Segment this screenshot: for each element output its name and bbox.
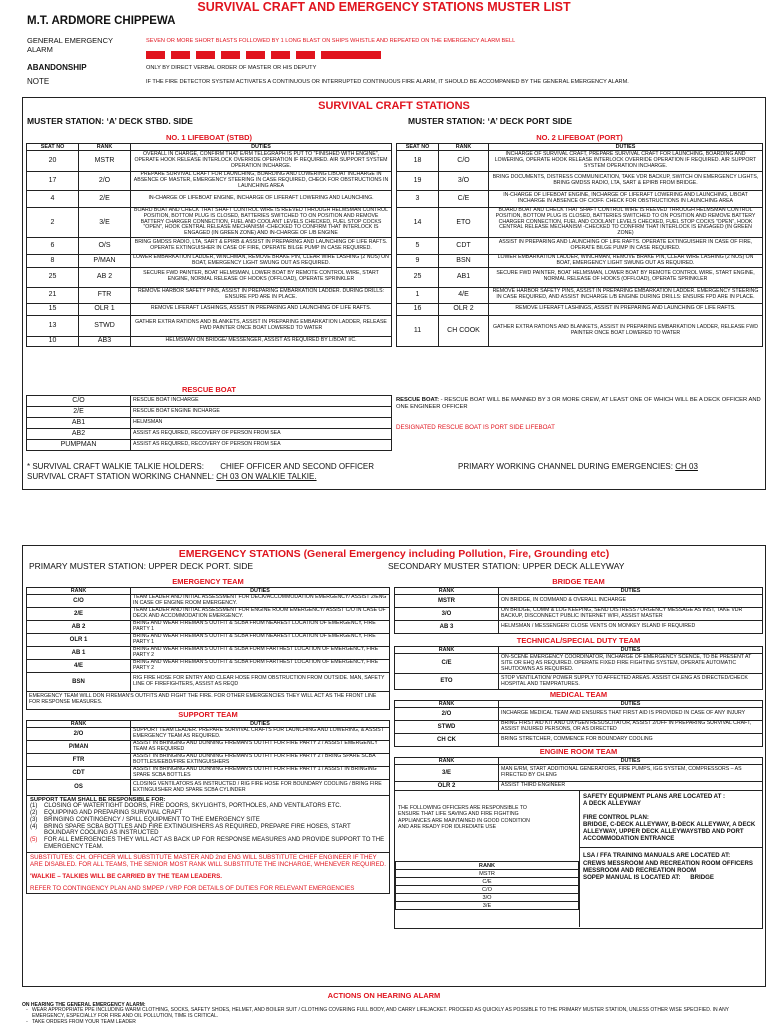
table-row bbox=[27, 673, 390, 692]
table-row bbox=[27, 407, 392, 418]
table-row bbox=[396, 878, 579, 886]
seat-number: 20 bbox=[27, 151, 79, 172]
table-row bbox=[27, 208, 392, 238]
rank: CDT bbox=[27, 767, 131, 780]
table-row bbox=[27, 418, 392, 429]
support-team-title: SUPPORT TEAM bbox=[178, 710, 238, 720]
list-item bbox=[30, 824, 386, 838]
table-row bbox=[396, 862, 579, 870]
lsa-responsibility-note: THE FOLLOWING OFFICERS ARE RESPONSIBLE TO ENSURE THAT LIFE SAVING AND FIRE FIGHTING APPLIANCES ARE MAINTAINED IN GOOD CONDITION AND ARE READY FOR IDLREDIATE USE bbox=[398, 805, 530, 830]
col-duties: DUTIES bbox=[131, 588, 390, 595]
table-row bbox=[395, 782, 763, 791]
table-row bbox=[27, 595, 390, 608]
list-text: EQUIPPING AND PREPARING SURVIVAL CRAFT bbox=[44, 808, 183, 816]
duties: HELMSMAN / MESSENGER/ CLOSE VENTS ON MONKEY ISLAND IF REQUIRED bbox=[499, 621, 763, 634]
rank: OLR 2 bbox=[395, 782, 499, 791]
rank: C/O bbox=[27, 396, 131, 407]
seat-number: 25 bbox=[397, 267, 439, 287]
rescue-boat-table bbox=[26, 385, 392, 451]
rank: AB1 bbox=[27, 418, 131, 429]
rank: CDT bbox=[439, 238, 489, 255]
duties: REMOVE LIFERAFT LASHINGS, ASSIST IN PREPARING AND LAUNCHING OF LIFE RAFTS. bbox=[131, 303, 392, 315]
list-number: (1) bbox=[30, 802, 38, 810]
rank: 3/E bbox=[79, 208, 131, 238]
primary-muster: PRIMARY MUSTER STATION: UPPER DECK PORT. SIDE bbox=[29, 561, 254, 571]
plans-label: SAFETY EQUIPMENT PLANS ARE LOCATED AT : bbox=[583, 793, 726, 801]
col-rank: RANK bbox=[27, 721, 131, 728]
walkie-value: CHIEF OFFICER AND SECOND OFFICER bbox=[220, 462, 374, 471]
emergency-team-note: EMERGENCY TEAM WILL DON FIREMAN'S OUTFITS AND FIGHT THE FIRE. FOR OTHER EMERGENCIES THEY WILL ACT AS THE FRONT LINE FOR RESPONSE MEASURES. bbox=[26, 692, 390, 710]
table-row bbox=[27, 255, 392, 268]
tech-team-title: TECHNICAL/SPECIAL DUTY TEAM bbox=[516, 636, 641, 646]
rescue-boat-note bbox=[396, 397, 762, 411]
rank: P/MAN bbox=[27, 741, 131, 754]
duties: LOWER EMBARKATION LADDER, WINCHMAN, REMOVE BRAKE PIN, CLEAR WIRE LASHING (2 NOS) ON BOAT, EMERGENCY LIGHT SWUNG OUT AS REQUIRED. bbox=[489, 255, 763, 268]
rank: AB 2 bbox=[79, 267, 131, 287]
duties: SUPPORT TEAM LEADER. PREPARE SURVIVAL CRAFTS FOR LAUNCHING AND LOWERING, & ASSIST EMERGENCY TEAM AS REQUIRED. bbox=[131, 728, 390, 741]
duties: IN-CHARGE OF LIFEBOAT ENGINE, INCHARGE OF LIFERAFT LOWERING AND LAUNCHING, L/BOAT INCHARGE IN ABSENCE OF C/OFF. CHECK FOR OBSTRUCTIONS IN LAUNCHING AREA bbox=[489, 191, 763, 208]
table-row bbox=[397, 255, 763, 268]
manuals-label: LSA / FFA TRAINING MANUALS ARE LOCATED AT: bbox=[583, 852, 731, 860]
duties: BRING AND WEAR FIREMAN'S OUTFIT & SCBA FORM FARTHEST LOCATION OF EMERGENCY, FIRE PARTY 2 bbox=[131, 660, 390, 673]
list-number: (4) bbox=[30, 822, 38, 830]
rank: BSN bbox=[439, 255, 489, 268]
actions-subtitle: ON HEARING THE GENERAL EMERGENCY ALARM: bbox=[22, 1002, 146, 1008]
table-row bbox=[27, 396, 392, 407]
duties: CLOSING VENTILATORS AS INSTRUCTED / RIG FIRE HOSE FOR BOUNDARY COOLING / BRING FIRE EXTINGUISHER AND SPARE SCBA CYLINDER bbox=[131, 780, 390, 796]
rank: RANK bbox=[396, 862, 579, 870]
table-row bbox=[395, 674, 763, 690]
duties: GATHER EXTRA RATIONS AND BLANKETS, ASSIST IN PREPARING EMBARKATION LADDER, RELEASE FWD PAINTER ONCE BOAT LOWERED TO WATER bbox=[131, 315, 392, 336]
rank: C/O bbox=[27, 595, 131, 608]
support-responsibilities bbox=[26, 796, 390, 853]
secondary-muster: SECONDARY MUSTER STATION: UPPER DECK ALLEYWAY bbox=[388, 561, 625, 571]
rank: 2/E bbox=[27, 407, 131, 418]
table-row bbox=[27, 238, 392, 255]
medical-team-title: MEDICAL TEAM bbox=[549, 690, 608, 700]
seat-number: 17 bbox=[27, 172, 79, 191]
abandonship-label: ABANDONSHIP bbox=[27, 63, 87, 72]
table-row bbox=[27, 634, 390, 647]
abandonship-text: ONLY BY DIRECT VERBAL ORDER OF MASTER OR HIS DEPUTY bbox=[146, 65, 317, 71]
designated-value: PORT SIDE LIFEBOAT bbox=[490, 424, 555, 431]
lifeboat-1-title: NO. 1 LIFEBOAT (STBD) bbox=[165, 133, 253, 142]
alarm-signal-pattern bbox=[146, 46, 386, 54]
rank: CH CK bbox=[395, 734, 499, 747]
rank: OS bbox=[27, 780, 131, 796]
working-channel bbox=[27, 472, 317, 481]
seat-number: 14 bbox=[397, 208, 439, 238]
rank: C/E bbox=[396, 878, 579, 886]
seat-number: 10 bbox=[27, 336, 79, 346]
duties: HELMSMAN ON BRIDGE/ MESSENGER, ASSIST AS REQUIRED BY L/BOAT I/C. bbox=[131, 336, 392, 346]
table-row bbox=[397, 151, 763, 172]
list-number: (2) bbox=[30, 808, 38, 816]
list-number: (3) bbox=[30, 815, 38, 823]
rank: C/E bbox=[395, 654, 499, 674]
table-row bbox=[395, 608, 763, 621]
rank: 4/E bbox=[27, 660, 131, 673]
walkie-label: * SURVIVAL CRAFT WALKIE TALKIE HOLDERS: bbox=[27, 462, 204, 471]
emergency-left-column bbox=[26, 577, 390, 894]
duties: ASSIST AS REQUIRED, RECOVERY OF PERSON FROM SEA bbox=[131, 440, 392, 451]
sopep-label: SOPEP MANUAL IS LOCATED AT: bbox=[583, 873, 681, 881]
table-row bbox=[27, 660, 390, 673]
rescue-boat-title: RESCUE BOAT bbox=[181, 385, 237, 394]
rank: FTR bbox=[27, 754, 131, 767]
rank: 3/O bbox=[396, 894, 579, 902]
table-row bbox=[27, 741, 390, 754]
general-alarm-text: SEVEN OR MORE SHORT BLASTS FOLLOWED BY 1 LONG BLAST ON SHIPS WHISTLE AND REPEATED ON THE EMERGENCY ALARM BELL bbox=[146, 38, 516, 44]
table-row bbox=[397, 267, 763, 287]
table-row bbox=[397, 191, 763, 208]
seat-number: 15 bbox=[27, 303, 79, 315]
duties: RESCUE BOAT ENGINE INCHARGE bbox=[131, 407, 392, 418]
lifeboat-1-table bbox=[26, 133, 392, 347]
rank: AB 3 bbox=[395, 621, 499, 634]
table-row bbox=[395, 734, 763, 747]
table-row bbox=[397, 315, 763, 346]
col-rank: RANK bbox=[395, 758, 499, 765]
designated-rescue-boat bbox=[396, 424, 555, 431]
list-text: BRINGING CONTINGENCY / SPILL EQUIPMENT TO THE EMERGENCY SITE bbox=[44, 815, 260, 823]
seat-number: 6 bbox=[27, 238, 79, 255]
col-seat: SEAT NO bbox=[397, 144, 439, 151]
seat-number: 5 bbox=[397, 238, 439, 255]
col-duties: DUTIES bbox=[131, 721, 390, 728]
channel-value: CH 03 ON WALKIE TALKIE. bbox=[216, 472, 317, 481]
rank: C/O bbox=[396, 886, 579, 894]
rank: AB 2 bbox=[27, 621, 131, 634]
duties: RIG FIRE HOSE FOR ENTRY AND CLEAR HOSE FROM OBSTRUCTION FROM OUTSIDE. MAN, SAFETY LINE OF FIREFIGHTERS, ASSIST AS REQD bbox=[131, 673, 390, 692]
rank: 2/E bbox=[27, 608, 131, 621]
emergency-stations-section bbox=[22, 545, 766, 987]
duties: REMOVE HARBOR SAFETY PINS, ASSIST IN PREPARING EMBARKATION LADDER. DURING DRILLS: ENSURE FPD ARE IN PLACE. bbox=[131, 287, 392, 303]
seat-number: 9 bbox=[397, 255, 439, 268]
rank: ETO bbox=[395, 674, 499, 690]
col-duties: DUTIES bbox=[489, 144, 763, 151]
rank: OLR 1 bbox=[79, 303, 131, 315]
duties: BRING STRETCHER, COMMENCE FOR BOUNDARY COOLING bbox=[499, 734, 763, 747]
primary-value: CH 03 bbox=[675, 462, 698, 471]
list-text: CLOSING OF WATERTIGHT DOORS, FIRE DOORS, SKYLIGHTS, PORTHOLES, AND VENTILATORS ETC. bbox=[44, 802, 342, 810]
table-row bbox=[395, 721, 763, 734]
walkie-holders bbox=[27, 462, 374, 471]
list-text: BRING SPARE SCBA BOTTLES AND FIRE EXTINGUISHERS AS REQUIRED, PREPARE FIRE HOSES, START BOUNDARY COOLING AS INSTRUCTED bbox=[44, 822, 351, 837]
seat-number: 4 bbox=[27, 191, 79, 208]
duties: BRING AND WEAR FIREMAN'S OUTFIT & SCBA FROM NEAREST LOCATION OF EMERGENCY, FIRE PARTY 1 bbox=[131, 621, 390, 634]
duties: LOWER EMBARKATION LADDER, WINCHMAN, REMOVE BRAKE PIN, CLEAR WIRE LASHING (2 NOS) ON BOAT, EMERGENCY LIGHT SWUNG OUT AS REQUIRED. bbox=[131, 255, 392, 268]
designated-prefix: DESIGNATED RESCUE BOAT IS bbox=[396, 424, 491, 431]
rank: OLR 2 bbox=[439, 303, 489, 315]
rank: OLR 1 bbox=[27, 634, 131, 647]
col-rank: RANK bbox=[439, 144, 489, 151]
general-alarm-label: GENERAL EMERGENCY ALARM bbox=[27, 36, 113, 54]
support-resp-title: SUPPORT TEAM SHALL BE RESPONSIBLE FOR: bbox=[30, 797, 166, 804]
survival-craft-section bbox=[22, 97, 766, 490]
col-duties: DUTIES bbox=[499, 701, 763, 708]
table-row bbox=[27, 191, 392, 208]
seat-number: 16 bbox=[397, 303, 439, 315]
duties: ON BRIDGE, COMM & LOG KEEPING, SEND DISTRESS / URGENCY MESSAGE AS INST, TAKE VDR BACKUP, DISCONNECT PUBLIC INTERNET WIFI, ASSIST MASTER bbox=[499, 608, 763, 621]
plans-value: A DECK ALLEYWAY bbox=[583, 800, 641, 808]
table-row bbox=[397, 303, 763, 315]
list-item bbox=[22, 1008, 752, 1020]
table-row bbox=[27, 267, 392, 287]
rank: 2/O bbox=[27, 728, 131, 741]
duties: SECURE FWD PAINTER, BOAT HELMSMAN, LOWER BOAT BY REMOTE CONTROL WIRE, START ENGINE, NORMAL RELEASE OF HOOKS (OFFLOAD), OPERATE SPRINKLER bbox=[131, 267, 392, 287]
duties: ON-SCENE EMERGENCY COORDINATOR, INCHARGE OF EMERGENCY SCENCE, TO BE PRESENT AT SITE OR EHQ AS REQUIRED. OPERATE FIXED FIRE FIGHTING SYSTEM, OPERATE AUTOMATIC SHUTDOWNS AS REQUIRED. bbox=[499, 654, 763, 674]
muster-stbd: MUSTER STATION: ‘A’ DECK STBD. SIDE bbox=[27, 116, 193, 126]
lifeboat-2-title: NO. 2 LIFEBOAT (PORT) bbox=[536, 133, 623, 142]
primary-label: PRIMARY WORKING CHANNEL DURING EMERGENCIES: bbox=[458, 462, 673, 471]
seat-number: 8 bbox=[27, 255, 79, 268]
duties: BRING AND WEAR FIREMAN'S OUTFIT & SCBA FORM FARTHEST LOCATION OF EMERGENCY, FIRE PARTY 2 bbox=[131, 647, 390, 660]
table-row bbox=[27, 287, 392, 303]
duties: ASSIST AS REQUIRED, RECOVERY OF PERSON FROM SEA bbox=[131, 429, 392, 440]
col-duties: DUTIES bbox=[499, 758, 763, 765]
rescue-note-text: - RESCUE BOAT WILL BE MANNED BY 3 OR MORE CREW, AT LEAST ONE OF WHICH WILL BE A DECK OFFICER AND ONE ENGINEER OFFICER bbox=[396, 397, 761, 410]
duties: INCHARGE OF SURVIVAL CRAFT, PREPARE SURVIVAL CRAFT FOR LAUNCHING, BOARDING AND LOWERING, OPERATE HOOK RELEASE INTERLOCK OVERRIDE OPERATION IF REQUIRED. AIR SUPPORT SYSTEM OPERATION INCHARGE. bbox=[489, 151, 763, 172]
duties: IN-CHARGE OF LIFEBOAT ENGINE, INCHARGE OF LIFERAFT LOWERING AND LAUNCHING. bbox=[131, 191, 392, 208]
list-text: FOR ALL EMERGENCIES THEY WILL ACT AS BACK UP FOR RESPONSE MEASURES AND PROVIDE SUPPORT TO THE EMERGENCY TEAM. bbox=[44, 836, 385, 850]
table-row bbox=[395, 654, 763, 674]
note-label: NOTE bbox=[27, 77, 50, 86]
duties: RESCUE BOAT INCHARGE bbox=[131, 396, 392, 407]
rank: AB1 bbox=[439, 267, 489, 287]
duties: ASSIST IN BRINGING AND DONNING FIREMAN'S OUTFIT FOR FIRE PARTY 1 / ASSIST IN BRINGING SPARE SCBA BOTTLES bbox=[131, 767, 390, 780]
muster-port: MUSTER STATION: ‘A’ DECK PORT SIDE bbox=[408, 116, 573, 126]
emergency-right-column bbox=[394, 577, 763, 929]
rank: MSTR bbox=[396, 870, 579, 878]
manuals-value: CREWS MESSROOM AND RECREATION ROOM OFFICERS MESSROOM AND RECREATION ROOM bbox=[583, 859, 753, 874]
duties: BRING AND WEAR FIREMAN'S OUTFIT & SCBA FROM NEAREST LOCATION OF EMERGENCY, FIRE PARTY 1 bbox=[131, 634, 390, 647]
rank: 2/O bbox=[79, 172, 131, 191]
rank: 3/O bbox=[395, 608, 499, 621]
rank: MSTR bbox=[79, 151, 131, 172]
table-row bbox=[27, 754, 390, 767]
table-row bbox=[27, 767, 390, 780]
rank: CH COOK bbox=[439, 315, 489, 346]
col-rank: RANK bbox=[395, 647, 499, 654]
duties: STOP VENTILATION/ POWER SUPPLY TO AFFECTED AREAS. ASSIST CH.ENG AS DIRECTED/CHECK HOSPITAL AND TEMPRATURES. bbox=[499, 674, 763, 690]
rank: FTR bbox=[79, 287, 131, 303]
table-row bbox=[27, 728, 390, 741]
col-rank: RANK bbox=[27, 588, 131, 595]
table-row bbox=[27, 315, 392, 336]
table-row bbox=[27, 172, 392, 191]
table-row bbox=[397, 208, 763, 238]
table-row bbox=[397, 287, 763, 303]
rank: PUMPMAN bbox=[27, 440, 131, 451]
rank: AB 1 bbox=[27, 647, 131, 660]
duties: BOARD BOAT AND CHECK THAT SHAFT CONTROL WIRE IS REEVED THROUGH HELMSMAN CONTROL POSITION, BOTTOM PLUG IS CLOSED, BATTERIES SWITCHED TO ON POSITION AND REMOVE BATTERY CHARGER CONNECTION, FUEL AND COOLANT LEVELS CHECKED, FUEL STOP COCKS "OPEN", HOOK CENTRAL RELEASE MECHANISM -CHECKED TO CONFIRM THAT INTERLOCK IS ENGAGED (IN GREEN ZONE) bbox=[489, 208, 763, 238]
rank: AB2 bbox=[27, 429, 131, 440]
locations-panel bbox=[579, 791, 762, 927]
lsa-location-block bbox=[394, 791, 763, 929]
duties: SECURE FWD PAINTER, BOAT HELMSMAN, LOWER BOAT BY REMOTE CONTROL WIRE, START ENGINE, NORMAL RELEASE OF HOOKS (OFFLOAD), OPERATE SPRINKLER bbox=[489, 267, 763, 287]
duties: TEAM LEADER AND INITIAL ASSESSMENT FOR DECK/ACCOMMODATION EMERGENCY/ ASSIST 2/ENG IN CASE OF ENGINE ROOM EMERGENCY. bbox=[131, 595, 390, 608]
list-text: TAKE ORDERS FROM YOUR TEAM LEADER bbox=[32, 1018, 136, 1024]
duties: TEAM LEADER AND INITIAL ASSESSMENT FOR ENGINE ROOM EMERGENCY/ ASSIST C/O IN CASE OF DECK AND ACCOMMODATION EMERGENCY. bbox=[131, 608, 390, 621]
seat-number: 19 bbox=[397, 172, 439, 191]
rank: P/MAN bbox=[79, 255, 131, 268]
engine-team-title: ENGINE ROOM TEAM bbox=[539, 747, 618, 757]
table-row bbox=[27, 440, 392, 451]
table-row bbox=[397, 172, 763, 191]
table-row bbox=[27, 621, 390, 634]
duties: MAN E/RM, START ADDITIONAL GENERATORS, FIRE PUMPS, IGG SYSTEM, COMPRESSORS – AS FIRECTED BY CH.ENG bbox=[499, 765, 763, 782]
rank: C/E bbox=[439, 191, 489, 208]
list-text: WEAR APPROPRIATE PPE INCLUDING WARM CLOTHING, SOCKS, SAFETY SHOES, HELMET, AND BOILER SUIT / CLOTHING COVERING FULL BODY, AND CARRY LIFEJACKET. PROCEED AS QUICKLY AS POSSIBLE TO THE PRIMARY MUSTER STATION, UNLESS OTHER WISE SPECIFIED. IN ANY EMERGENCY, ESPECIALLY FOR FIRE AND OIL POLLUTION, TIME IS CRITICAL. bbox=[32, 1007, 729, 1019]
table-row bbox=[27, 336, 392, 346]
seat-number: 21 bbox=[27, 287, 79, 303]
seat-number: 25 bbox=[27, 267, 79, 287]
table-row bbox=[395, 621, 763, 634]
duties: INCHARGE MEDICAL TEAM AND ENSURES THAT FIRST AID IS PROVIDED IN CASE OF ANY INJURY bbox=[499, 708, 763, 721]
seat-number: 11 bbox=[397, 315, 439, 346]
col-rank: RANK bbox=[395, 701, 499, 708]
rank: STWD bbox=[395, 721, 499, 734]
rank: STWD bbox=[79, 315, 131, 336]
duties: GATHER EXTRA RATIONS AND BLANKETS, ASSIST IN PREPARING EMBARKATION LADDER, RELEASE FWD PAINTER ONCE BOAT LOWERED TO WATER bbox=[489, 315, 763, 346]
sopep-row bbox=[583, 874, 759, 881]
duties: REMOVE LIFERAFT LASHINGS, ASSIST IN PREPARING AND LAUNCHING OF LIFE RAFTS. bbox=[489, 303, 763, 315]
col-duties: DUTIES bbox=[499, 588, 763, 595]
seat-number: 13 bbox=[27, 315, 79, 336]
emergency-title: EMERGENCY STATIONS (General Emergency including Pollution, Fire, Grounding etc) bbox=[178, 548, 610, 560]
table-row bbox=[27, 608, 390, 621]
col-rank: RANK bbox=[79, 144, 131, 151]
duties: ASSIST THIRD ENGINEER bbox=[499, 782, 763, 791]
duties: BRING FIRST AID KIT AND OXYGEN RESUSCITATOR, ASSIST 2/OFF IN PREPARING SURVIVAL CRAFT, ASSIST INJURED PERSONS, OR AS DIRECTED bbox=[499, 721, 763, 734]
bullet: - bbox=[26, 1007, 28, 1013]
col-duties: DUTIES bbox=[131, 144, 392, 151]
seat-number: 3 bbox=[397, 191, 439, 208]
table-row bbox=[396, 886, 579, 894]
survival-title: SURVIVAL CRAFT STATIONS bbox=[318, 100, 470, 112]
bridge-team-title: BRIDGE TEAM bbox=[552, 577, 605, 586]
table-row bbox=[395, 765, 763, 782]
list-number: (5) bbox=[30, 836, 38, 844]
page-title: SURVIVAL CRAFT AND EMERGENCY STATIONS MUSTER LIST bbox=[197, 0, 571, 14]
seat-number: 2 bbox=[27, 208, 79, 238]
substitutes-note: SUBSTITUTES: CH. OFFICER WILL SUBSTITUTE MASTER AND 2nd ENG WILL SUBSTITUTE CHIEF ENGINEER IF THEY ARE DISABLED. FOR ALL TEAMS, THE SENIOR MOST RANK WILL SUBSTITUTE THE INCHARGE, WHENEVER REQUIRED. bbox=[30, 853, 386, 868]
rank: O/S bbox=[79, 238, 131, 255]
table-row bbox=[396, 870, 579, 878]
rank: MSTR bbox=[395, 595, 499, 608]
duties: REMOVE HARBOR SAFETY PINS, ASSIST IN PREPARING EMBARKATION LADDER. EMERGENCY STEERING IN CASE REQUIRED, AND ASSIST INCHARGE L/B ENGINE DURING DRILLS: ENSURE FPD ARE IN PLACE. bbox=[489, 287, 763, 303]
table-row bbox=[395, 708, 763, 721]
rank: 3/E bbox=[396, 902, 579, 910]
rank: BSN bbox=[27, 673, 131, 692]
refer-note: REFER TO CONTINGENCY PLAN AND SMPEP / VRP FOR DETAILS OF DUTIES FOR RELEVANT EMERGENCIES bbox=[30, 885, 355, 893]
duties: BRING DOCUMENTS, DISTRESS COMMUNICATION, TAKE VDR BACKUP, SWITCH ON EMERGENCY LIGHTS, BRING GMDSS RADIO, LTA, SART & EPIRB FROM BRIDGE. bbox=[489, 172, 763, 191]
fire-plan-value: BRIDGE, C-DECK ALLEYWAY, B-DECK ALLEYWAY, A DECK ALLEYWAY, UPPER DECK ALLEYWAYSTBD AND PORT ACCOMMODATION ENTRANCE bbox=[583, 820, 756, 843]
duties: HELMSMAN bbox=[131, 418, 392, 429]
rank: 3/O bbox=[439, 172, 489, 191]
primary-channel bbox=[458, 462, 698, 471]
lsa-rank-table bbox=[395, 861, 579, 910]
seat-number: 1 bbox=[397, 287, 439, 303]
emergency-team-title: EMERGENCY TEAM bbox=[172, 577, 244, 586]
rank: 4/E bbox=[439, 287, 489, 303]
list-item bbox=[30, 837, 386, 851]
seat-number: 18 bbox=[397, 151, 439, 172]
rescue-note-label: RESCUE BOAT: bbox=[396, 397, 440, 403]
channel-label: SURVIVAL CRAFT STATION WORKING CHANNEL: bbox=[27, 472, 214, 481]
table-row bbox=[397, 238, 763, 255]
col-rank: RANK bbox=[395, 588, 499, 595]
duties: ON BRIDGE, IN COMMAND & OVERALL INCHARGE bbox=[499, 595, 763, 608]
table-row bbox=[27, 780, 390, 796]
rank: ETO bbox=[439, 208, 489, 238]
duties: ASSIST IN BRINGING AND DONNING FIREMAN'S OUTFIT FOR FIRE PARTY 2 / ASSIST EMERGENCY TEAM AS REQUIRED bbox=[131, 741, 390, 754]
table-row bbox=[396, 894, 579, 902]
lifeboat-2-table bbox=[396, 133, 763, 347]
substitutes-block bbox=[26, 853, 390, 894]
alarm-blast-bars bbox=[146, 51, 386, 59]
table-row bbox=[27, 151, 392, 172]
duties: ASSIST IN PREPARING AND LAUNCHING OF LIFE RAFTS. OPERATE EXTINGUISHER IN CASE OF FIRE, OPERATE BILGE PUMP IN CASE REQUIRED. bbox=[489, 238, 763, 255]
fire-plan-label: FIRE CONTROL PLAN: bbox=[583, 813, 649, 821]
rank: C/O bbox=[439, 151, 489, 172]
table-row bbox=[27, 429, 392, 440]
rank: 2/E bbox=[79, 191, 131, 208]
rank: 3/E bbox=[395, 765, 499, 782]
rank: AB3 bbox=[79, 336, 131, 346]
sopep-value: BRIDGE bbox=[690, 873, 714, 881]
duties: ASSIST IN BRINGING AND DONNING FIREMAN'S OUTFIT FOR FIRE PARTY 2 / BRING SPARE SCBA BOTTLES/EEBD/FIRE EXTINGUISHERS bbox=[131, 754, 390, 767]
actions-list bbox=[22, 1008, 752, 1024]
walkie-note: 'WALKIE – TALKIES WILL BE CARRIED BY THE TEAM LEADERS. bbox=[30, 873, 222, 881]
actions-title: ACTIONS ON HEARING ALARM bbox=[327, 991, 441, 1000]
vessel-name: M.T. ARDMORE CHIPPEWA bbox=[27, 15, 176, 27]
duties: PREPARE SURVIVAL CRAFT FOR LAUNCHING, BOARDING AND LOWERING L/BOAT INCHARGE IN ABSENCE OF MASTER, EMERGENCY STEERING IN CASE REQUIRED, CHECK FOR OBSTRUCTIONS IN LAUNCHING AREA bbox=[131, 172, 392, 191]
col-seat: SEAT NO bbox=[27, 144, 79, 151]
duties: BOARD BOAT AND CHECK THAT SHAFT CONTROL WIRE IS REEVED THROUGH HELMSMAN CONTROL POSITION, BOTTOM PLUG IS CLOSED, BATTERIES SWITCHED TO ON POSITION AND REMOVE BATTERY CHARGER CONNECTION, FUEL AND COOLANT LEVELS CHECKED, FUEL STOP COCKS "OPEN", HOOK CENTRAL RELEASE MECHANISM -CHECKED TO CONFIRM THAT INTERLOCK IS ENGAGED (IN GREEN ZONE) AND IN-CHARGE OF L/B ENGINE bbox=[131, 208, 392, 238]
bullet: - bbox=[26, 1018, 28, 1024]
duties: OVERALL IN CHARGE, CONFIRM THAT E/RM TELEGRAPH IS PUT TO "FINISHED WITH ENGINE", OPERATE HOOK RELEASE INTERLOCK OVERRIDE OPERATION IF REQUIRED. AIR SUPPORT SYSTEM OPERATION INCHARGE. bbox=[131, 151, 392, 172]
list-item bbox=[22, 1020, 752, 1024]
rank: 2/O bbox=[395, 708, 499, 721]
table-row bbox=[395, 595, 763, 608]
table-row bbox=[396, 902, 579, 910]
duties: BRING GMDSS RADIO, LTA, SART & EPIRB & ASSIST IN PREPARING AND LAUNCHING OF LIFE RAFTS. OPERATE EXTINGUISHER IN CASE OF FIRE, OPERATE BILGE PUMP IN CASE REQUIRED. bbox=[131, 238, 392, 255]
table-row bbox=[27, 303, 392, 315]
col-duties: DUTIES bbox=[499, 647, 763, 654]
note-text: IF THE FIRE DETECTOR SYSTEM ACTIVATES A CONTINUOUS OR INTERRUPTED CONTINUOUS FIRE ALARM, IT SHOULD BE ACCOMPANIED BY THE GENERAL EMERGENCY ALARM. bbox=[146, 79, 629, 85]
table-row bbox=[27, 647, 390, 660]
